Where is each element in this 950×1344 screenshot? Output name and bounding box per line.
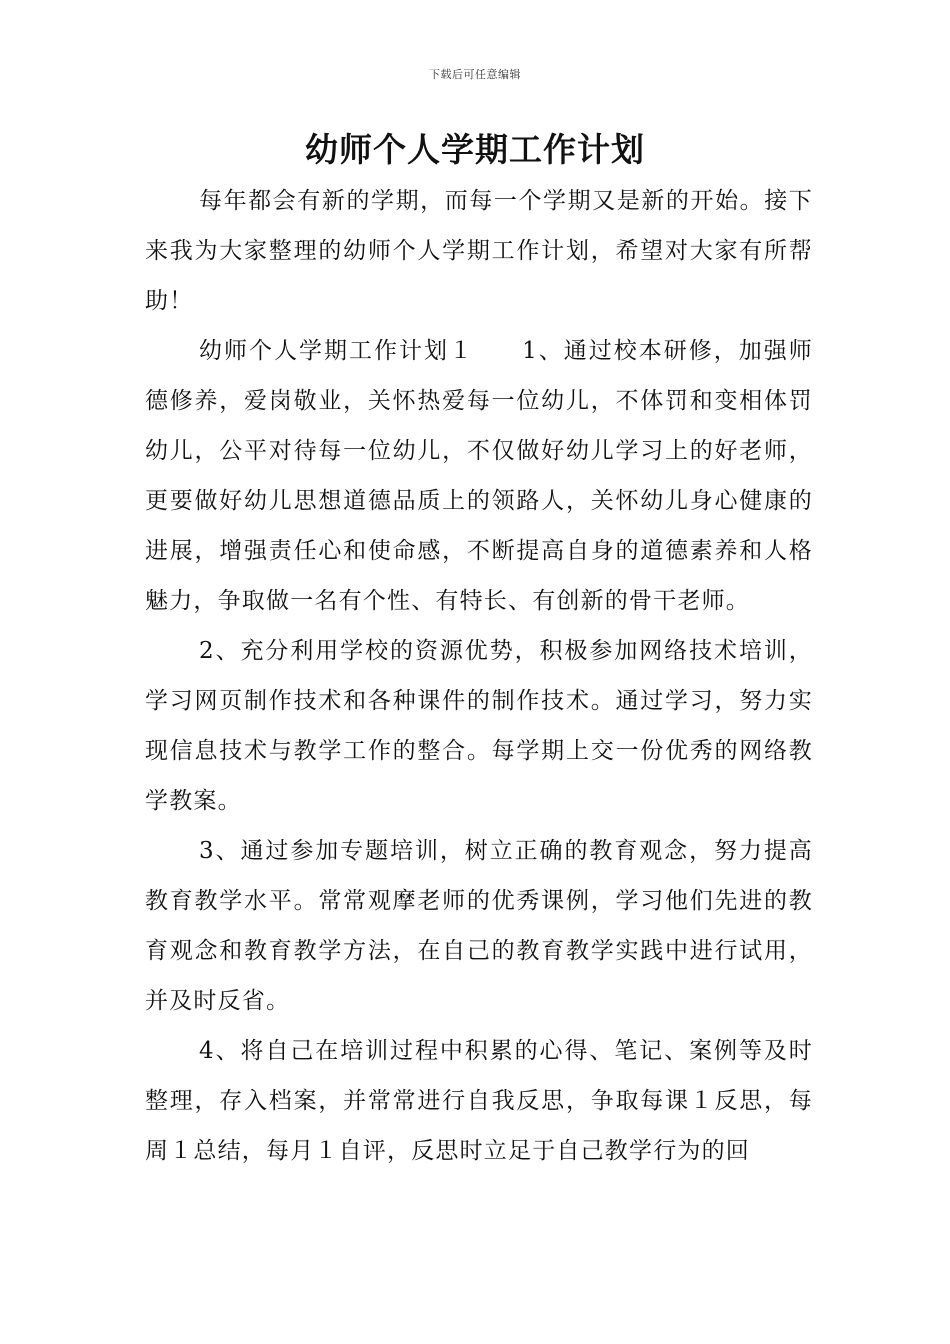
- paragraph-text: 3、通过参加专题培训，树立正确的教育观念，努力提高教育教学水平。常常观摩老师的优秀课例，学习他们先进的教育观念和教育教学方法，在自己的教育教学实践中进行试用，并及时反省。: [145, 838, 813, 1014]
- paragraph-text: 1、通过校本研修，加强师德修养，爱岗敬业，关怀热爱每一位幼儿，不体罚和变相体罚幼儿，公平对待每一位幼儿，不仅做好幼儿学习上的好老师，更要做好幼儿思想道德品质上的领路人，关怀幼儿身心健康的进展，增强责任心和使命感，不断提高自身的道德素养和人格魅力，争取做一名有个性、有特长、有创新的骨干老师。: [145, 338, 813, 614]
- paragraph-text: 每年都会有新的学期，而每一个学期又是新的开始。接下来我为大家整理的幼师个人学期工作计划，希望对大家有所帮助！: [145, 188, 813, 314]
- paragraph-text: 4、将自己在培训过程中积累的心得、笔记、案例等及时整理，存入档案，并常常进行自我反思，争取每课１反思，每周１总结，每月１自评，反思时立足于自己教学行为的回: [145, 1038, 813, 1164]
- plan-item-2-paragraph: [145, 626, 813, 826]
- intro-paragraph: [145, 176, 813, 326]
- plan-item-3-paragraph: [145, 826, 813, 1026]
- section-heading: 幼师个人学期工作计划１: [199, 338, 475, 364]
- document-title: 幼师个人学期工作计划: [305, 130, 645, 169]
- paragraph-text: 2、充分利用学校的资源优势，积极参加网络技术培训，学习网页制作技术和各种课件的制作技术。通过学习，努力实现信息技术与教学工作的整合。每学期上交一份优秀的网络教学教案。: [145, 638, 813, 814]
- document-body: [145, 176, 813, 1176]
- plan-item-4-paragraph: [145, 1026, 813, 1176]
- plan-item-1-paragraph: [145, 326, 813, 626]
- header-note: 下载后可任意编辑: [429, 68, 521, 81]
